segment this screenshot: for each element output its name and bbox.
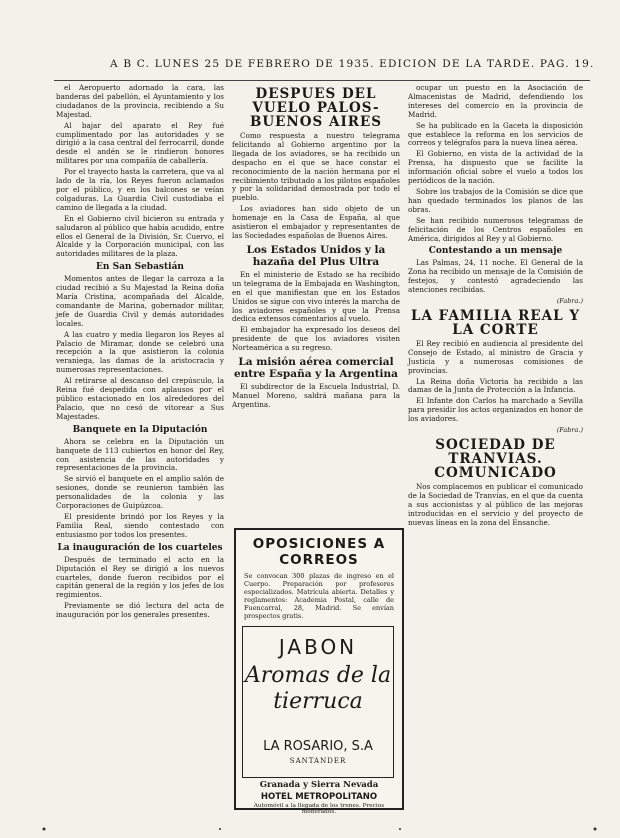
page-edge-marks <box>40 826 600 832</box>
article-paragraph: El Rey recibió en audiencia al presidente del Consejo de Estado, al ministro de Gracia y Justicia y a numerosas comisiones de provincias. <box>408 338 583 375</box>
column-2 <box>232 84 400 412</box>
section-heading: Los Estados Unidos y la hazaña del Plus Ultra <box>246 243 386 268</box>
article-paragraph: Al retirarse al descanso del crepúsculo, la Reina fué despedida con aplausos por el público estacionado en los alrededores del Palacio, que no cesó de vitorear a Sus Majestades. <box>56 376 224 421</box>
soap-ad-title: JABON <box>278 635 358 659</box>
article-paragraph: Nos complacemos en publicar el comunicado de la Sociedad de Tranvías, en el que da cuenta a sus accionistas y al público de las mejoras introducidas en el servicio y del proyecto de nuevas líneas en la zona del Ensanche. <box>408 482 583 527</box>
article-paragraph: Se ha publicado en la Gaceta la disposición que establece la reforma en los servicios de correos y telégrafos para la nueva línea aérea. <box>408 120 583 148</box>
article-paragraph: Se sirvió el banquete en el amplio salón de sesiones, donde se reunieron también las personalidades de la colonia y las Corporaciones de Guipúzcoa. <box>56 474 224 511</box>
section-heading: La inauguración de los cuarteles <box>57 542 223 553</box>
news-agency-tag: (Fabra.) <box>556 297 583 306</box>
soap-ad-company: LA ROSARIO, S.A <box>263 739 373 754</box>
article-paragraph: Momentos antes de llegar la carroza a la ciudad recibió a Su Majestad la Reina doña María Cristina, acompañada del Alcalde, comandante de Marina, gobernador militar, jefe de Guardia Civil y demás autoridades locales. <box>56 274 224 328</box>
ad-title: OPOSICIONES A CORREOS <box>252 536 386 568</box>
soap-ad-city: SANTANDER <box>289 757 347 765</box>
hotel-ad-details: Automóvil a la llegada de los trenes. Precios moderados. <box>253 803 385 815</box>
article-paragraph: Por el trayecto hasta la carretera, que va al lado de la ría, los Reyes fueron aclamados por el público, y en los balcones se veían colgaduras. La Guardia Civil custodiaba el camino de llegada a la ciudad. <box>56 167 224 212</box>
article-paragraph: Los aviadores han sido objeto de un homenaje en la Casa de España, al que asistieron el embajador y representantes de las Sociedades españolas de Buenos Aires. <box>232 204 400 240</box>
article-paragraph: ocupar un puesto en la Asociación de Almacenistas de Madrid, defendiendo los intereses del comercio en la provincia de Madrid. <box>408 83 583 119</box>
headline: SOCIEDAD DE TRANVIAS. COMUNICADO <box>434 437 557 481</box>
column-1 <box>56 84 224 622</box>
article-paragraph: El Gobierno, en vista de la actividad de la Prensa, ha dispuesto que se facilite la información oficial sobre el vuelo a todos los periódicos de la nación. <box>408 149 583 186</box>
section-heading: Banquete en la Diputación <box>72 424 208 435</box>
article-paragraph: Al bajar del aparato el Rey fué cumplimentado por las autoridades y se dirigió a la casa central del ferrocarril, donde desde el andén se le rindieron honores militares por una compañía de caballería. <box>56 120 224 166</box>
soap-ad <box>242 626 394 778</box>
page-header: A B C. LUNES 25 DE FEBRERO DE 1935. EDICION DE LA TARDE. PAG. 19. <box>110 58 595 70</box>
ad-text: Se convocan 300 plazas de ingreso en el Cuerpo. Preparación por profesores especializados. Matrícula abierta. Detalles y reglamentos: Academia Postal, calle de Fuencarral, 28, Madrid. Se envían prospectos gratis. <box>244 572 394 620</box>
article-paragraph: A las cuatro y media llegaron los Reyes al Palacio de Miramar, donde se celebró una recepción a la que asistieron la colonia veraniega, las damas de la aristocracia y numerosas representaciones. <box>56 329 224 375</box>
article-paragraph: Ahora se celebra en la Diputación un banquete de 113 cubiertos en honor del Rey, con asistencia de las autoridades y representaciones de la provincia. <box>56 436 224 473</box>
section-heading: En San Sebastián <box>96 262 184 273</box>
section-heading: La misión aérea comercial entre España y la Argentina <box>233 356 398 381</box>
advertisement-block <box>234 528 404 815</box>
article-paragraph: Se han recibido numerosos telegramas de felicitación de los Centros españoles en América, dirigidos al Rey y al Gobierno. <box>408 215 583 243</box>
hotel-ad-region: Granada y Sierra Nevada <box>259 780 379 790</box>
article-paragraph: Como respuesta a nuestro telegrama felicitando al Gobierno argentino por la llegada de los aviadores, se ha recibido un despacho en el que se hace constar el reconocimiento de la nación hermana por el recibimiento tributado a los pilotos españoles y por la solidaridad demostrada por todo el pueblo. <box>232 131 400 203</box>
article-paragraph: Las Palmas, 24, 11 noche. El General de la Zona ha recibido un mensaje de la Comisión de festejos, y contestó agradeciendo las atenciones recibidas. <box>408 258 583 295</box>
headline: DESPUES DEL VUELO PALOS-BUENOS AIRES <box>249 86 383 130</box>
article-paragraph: En el ministerio de Estado se ha recibido un telegrama de la Embajada en Washington, en el que manifiestan que en los Estados Unidos se sigue con vivo interés la marcha de los aviadores españoles y que la Prensa dedica extensos comentarios al vuelo. <box>232 269 400 324</box>
article-paragraph: El subdirector de la Escuela Industrial, D. Manuel Moreno, saldrá mañana para la Argentina. <box>232 382 400 409</box>
article-paragraph: El Infante don Carlos ha marchado a Sevilla para presidir los actos organizados en honor de los aviadores. <box>408 396 583 424</box>
section-heading: Contestando a un mensaje <box>428 246 563 257</box>
article-paragraph: La Reina doña Victoria ha recibido a las damas de la Junta de Protección a la Infancia. <box>408 376 583 395</box>
column-3 <box>408 84 583 530</box>
article-paragraph: Sobre los trabajos de la Comisión se dice que han quedado terminados los planos de las obras. <box>408 186 583 214</box>
article-paragraph: En el Gobierno civil hicieron su entrada y saludaron al público que había acudido, entre ellos el General de la División, Sr. Cuervo, el Alcalde y la Corporación municipal, con las autoridades militares de la plaza. <box>56 213 224 259</box>
news-agency-tag: (Fabra.) <box>556 426 583 435</box>
article-paragraph: Previamente se dió lectura del acta de inauguración por los generales presentes. <box>56 601 224 620</box>
article-paragraph: El presidente brindó por los Reyes y la Familia Real, siendo contestado con entusiasmo por todos los presentes. <box>56 511 224 539</box>
hotel-ad-name: HOTEL METROPOLITANO <box>260 792 378 802</box>
article-paragraph: El embajador ha expresado los deseos del presidente de que los aviadores visiten Norteamérica a su regreso. <box>232 325 400 353</box>
article-paragraph: Después de terminado el acto en la Diputación el Rey se dirigió a los nuevos cuarteles, donde fueron recibidos por el capitán general de la región y los jefes de los regimientos. <box>56 554 224 600</box>
header-rule <box>54 80 590 81</box>
article-paragraph: el Aeropuerto adornado la cara, las banderas del pabellón, el Ayuntamiento y los ciudadanos de la provincia, recibiendo a Su Majestad. <box>56 83 224 119</box>
soap-ad-brand: Aromas de la tierruca <box>244 663 392 714</box>
headline: LA FAMILIA REAL Y LA CORTE <box>411 307 580 338</box>
